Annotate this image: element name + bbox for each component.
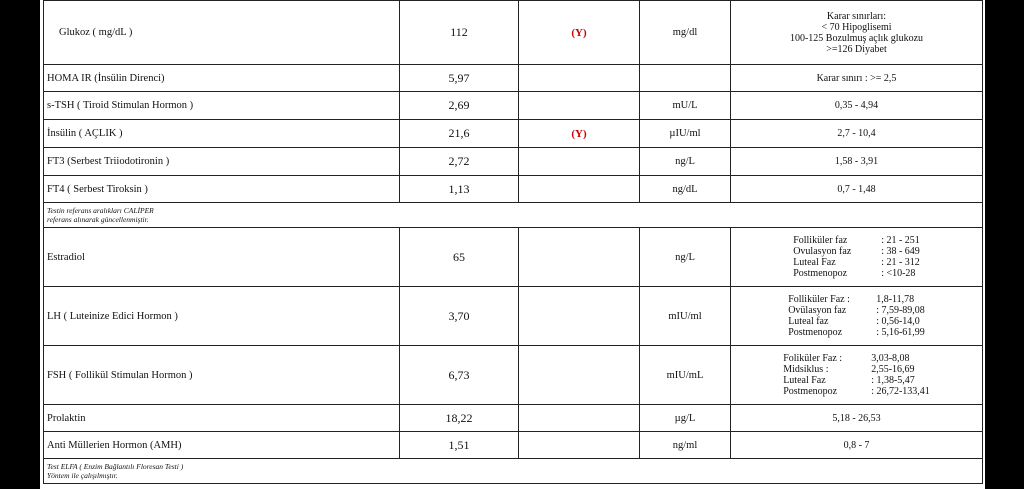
test-value: 21,6 [400,120,519,148]
table-row [44,405,983,432]
table-row [44,65,983,92]
table-row [44,346,983,405]
test-name: HOMA IR (İnsülin Direnci) [44,65,400,92]
test-name: LH ( Luteinize Edici Hormon ) [44,287,400,346]
test-name: Prolaktin [44,405,400,432]
test-unit: µIU/ml [640,120,731,148]
test-unit: ng/ml [640,432,731,459]
test-unit: µg/L [640,405,731,432]
test-unit: mU/L [640,92,731,120]
reference-range: 5,18 - 26,53 [731,405,983,432]
lab-report-sheet [40,0,985,489]
test-unit: ng/L [640,148,731,176]
table-row [44,148,983,176]
high-flag [519,92,640,120]
table-row [44,120,983,148]
reference-range: 2,7 - 10,4 [731,120,983,148]
method-note-row [44,203,983,228]
reference-range: 1,58 - 3,91 [731,148,983,176]
high-flag [519,432,640,459]
test-value: 112 [400,1,519,65]
test-value: 5,97 [400,65,519,92]
reference-range: Foliküler Faz : 3,03-8,08 Midsiklus : 2,55-16,69 Luteal Faz : 1,38-5,47 Postmenopoz : 26,72-133,41 [731,346,983,405]
high-flag [519,176,640,203]
reference-range: 0,35 - 4,94 [731,92,983,120]
method-note: Testin referans aralıkları CALİPER referans alınarak güncellenmiştir. [44,203,983,228]
reference-range: 0,7 - 1,48 [731,176,983,203]
test-unit: ng/L [640,228,731,287]
method-note: Test ELFA ( Enzim Bağlantılı Floresan Testi ) Yöntem ile çalışılmıştır. [44,459,983,484]
test-name: İnsülin ( AÇLIK ) [44,120,400,148]
high-flag [519,148,640,176]
test-value: 1,51 [400,432,519,459]
reference-range: Folliküler faz : 21 - 251 Ovulasyon faz : 38 - 649 Luteal Faz : 21 - 312 Postmenopoz : <10-28 [731,228,983,287]
high-flag: (Y) [519,120,640,148]
test-value: 18,22 [400,405,519,432]
test-name: Glukoz ( mg/dL ) [44,1,400,65]
method-note-row [44,459,983,484]
test-value: 2,69 [400,92,519,120]
table-row [44,228,983,287]
test-unit: mg/dl [640,1,731,65]
high-flag [519,228,640,287]
test-unit [640,65,731,92]
test-name: s-TSH ( Tiroid Stimulan Hormon ) [44,92,400,120]
high-flag [519,405,640,432]
table-row [44,1,983,65]
test-value: 65 [400,228,519,287]
test-name: Estradiol [44,228,400,287]
test-name: FSH ( Follikül Stimulan Hormon ) [44,346,400,405]
test-name: FT3 (Serbest Triiodotironin ) [44,148,400,176]
reference-range: Folliküler Faz : 1,8-11,78 Ovülasyon faz : 7,59-89,08 Luteal faz : 0,56-14,0 Postmenopoz : 5,16-61,99 [731,287,983,346]
table-row [44,432,983,459]
test-value: 3,70 [400,287,519,346]
high-flag: (Y) [519,1,640,65]
table-row [44,287,983,346]
table-row [44,92,983,120]
test-value: 1,13 [400,176,519,203]
test-unit: ng/dL [640,176,731,203]
test-name: FT4 ( Serbest Tiroksin ) [44,176,400,203]
test-unit: mIU/mL [640,346,731,405]
test-value: 2,72 [400,148,519,176]
reference-range: Karar sınırları: < 70 Hipoglisemi 100-125 Bozulmuş açlık glukozu >=126 Diyabet [731,1,983,65]
table-row [44,176,983,203]
reference-range: 0,8 - 7 [731,432,983,459]
high-flag [519,346,640,405]
test-unit: mIU/ml [640,287,731,346]
test-value: 6,73 [400,346,519,405]
high-flag [519,287,640,346]
lab-results-table [43,0,983,484]
reference-range: Karar sınırı : >= 2,5 [731,65,983,92]
high-flag [519,65,640,92]
test-name: Anti Müllerien Hormon (AMH) [44,432,400,459]
